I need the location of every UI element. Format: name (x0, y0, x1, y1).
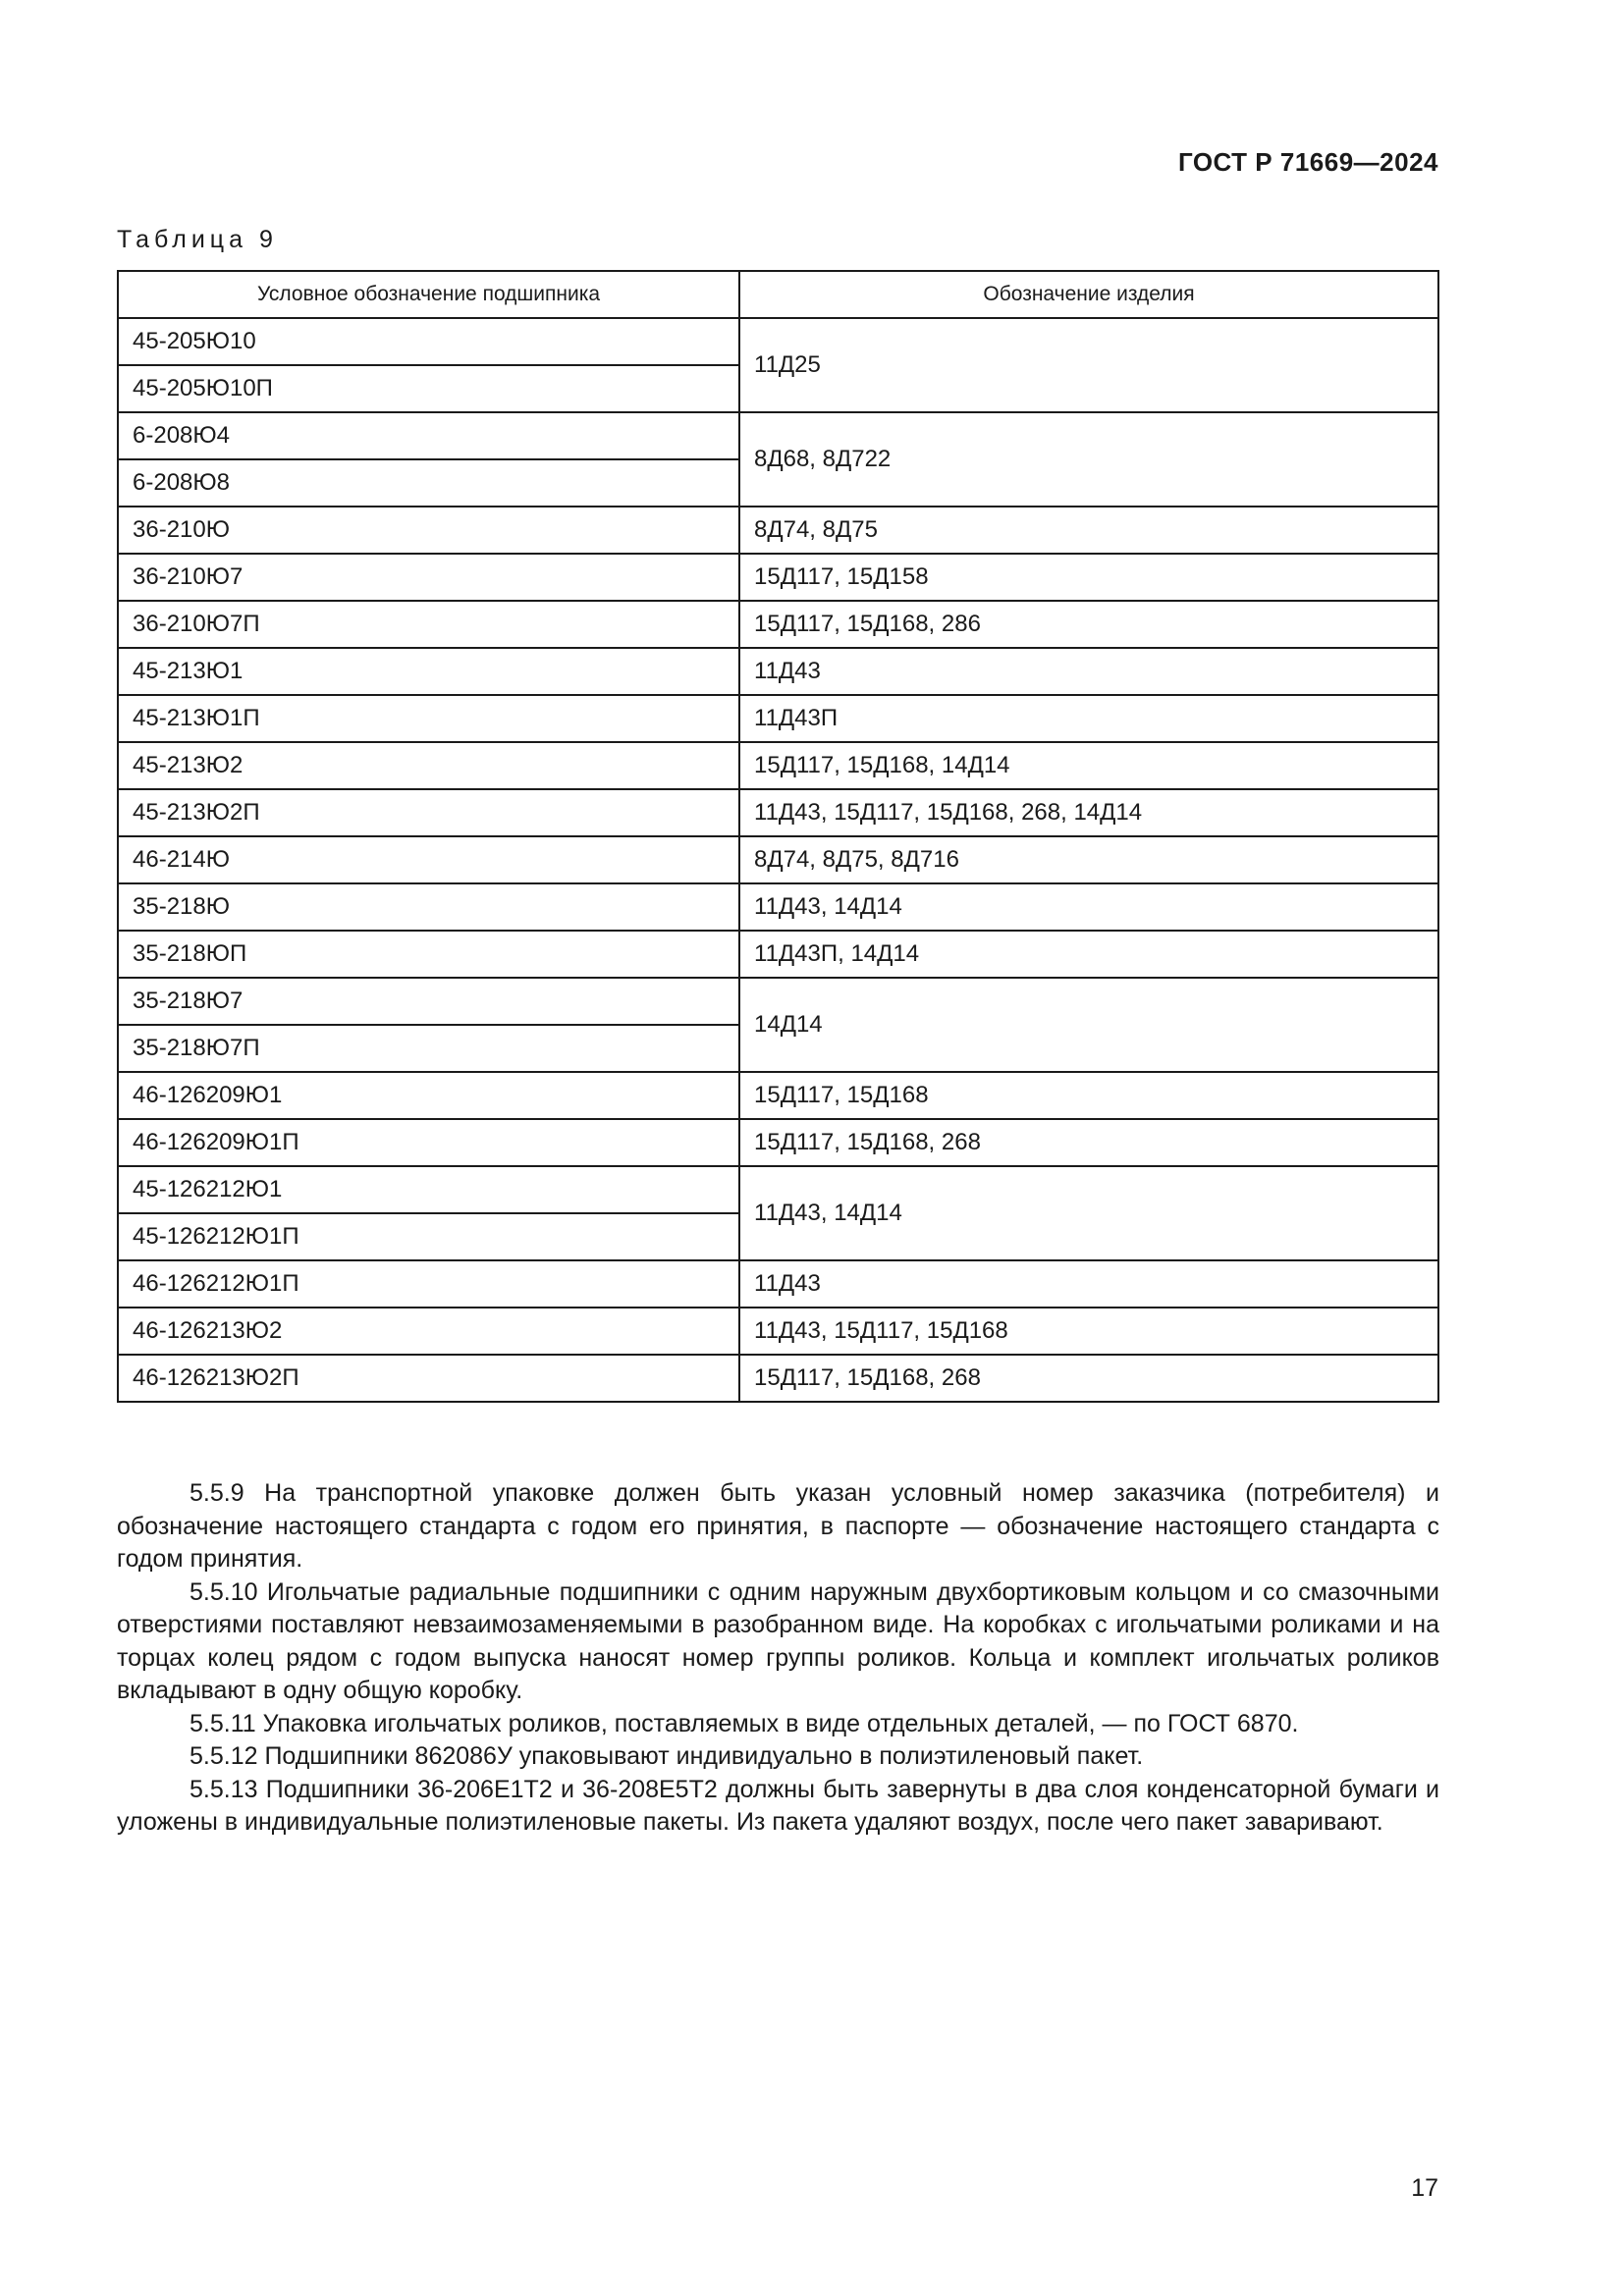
table-caption: Таблица 9 (117, 226, 278, 253)
product-designation-cell: 15Д117, 15Д168 (739, 1072, 1438, 1119)
product-designation-cell: 8Д74, 8Д75, 8Д716 (739, 836, 1438, 883)
product-designation-cell: 11Д43П (739, 695, 1438, 742)
product-designation-cell: 11Д43П, 14Д14 (739, 931, 1438, 978)
product-designation-cell: 15Д117, 15Д168, 268 (739, 1355, 1438, 1402)
table-row (118, 1119, 1438, 1166)
column-header-product: Обозначение изделия (739, 271, 1438, 318)
bearing-designation-cell: 45-205Ю10П (118, 365, 739, 412)
paragraph-5-5-10: 5.5.10 Игольчатые радиальные подшипники с одним наружным двухбортиковым кольцом и со смазочными отверстиями поставляют невзаимозаменяемыми в разобранном виде. На коробках с игольчатыми роликами и на торцах колец рядом с годом выпуска наносят номер группы роликов. Кольца и комплект игольчатых роликов вкладывают в одну общую коробку. (117, 1577, 1439, 1704)
paragraph-5-5-9: 5.5.9 На транспортной упаковке должен быть указан условный номер заказчика (потребителя) и обозначение настоящего стандарта с годом его принятия, в паспорте — обозначение настоящего стандарта с годом принятия. (117, 1479, 1439, 1573)
table-header-row (118, 271, 1438, 318)
body-text (117, 1477, 1439, 1840)
table-row (118, 789, 1438, 836)
table-row (118, 1072, 1438, 1119)
column-header-bearing: Условное обозначение подшипника (118, 271, 739, 318)
bearing-designation-cell: 45-213Ю2П (118, 789, 739, 836)
table-row (118, 412, 1438, 459)
product-designation-cell: 15Д117, 15Д158 (739, 554, 1438, 601)
bearing-designation-cell: 6-208Ю4 (118, 412, 739, 459)
table-row (118, 978, 1438, 1025)
product-designation-cell: 11Д43, 15Д117, 15Д168, 268, 14Д14 (739, 789, 1438, 836)
bearing-designation-cell: 35-218Ю (118, 883, 739, 931)
paragraph-5-5-11: 5.5.11 Упаковка игольчатых роликов, поставляемых в виде отдельных деталей, — по ГОСТ 6870. (189, 1709, 1299, 1737)
product-designation-cell: 11Д43, 15Д117, 15Д168 (739, 1308, 1438, 1355)
table-row (118, 554, 1438, 601)
table-row (118, 1166, 1438, 1213)
bearing-designation-cell: 45-213Ю1 (118, 648, 739, 695)
bearing-designation-cell: 46-126213Ю2П (118, 1355, 739, 1402)
bearing-designation-cell: 45-213Ю2 (118, 742, 739, 789)
product-designation-cell: 15Д117, 15Д168, 14Д14 (739, 742, 1438, 789)
bearing-designation-cell: 46-126212Ю1П (118, 1260, 739, 1308)
product-designation-cell: 15Д117, 15Д168, 286 (739, 601, 1438, 648)
bearing-designation-cell: 46-126213Ю2 (118, 1308, 739, 1355)
table-row (118, 1308, 1438, 1355)
table-row (118, 695, 1438, 742)
bearing-designation-cell: 6-208Ю8 (118, 459, 739, 507)
bearing-designation-cell: 45-205Ю10 (118, 318, 739, 365)
paragraph-5-5-12: 5.5.12 Подшипники 862086У упаковывают индивидуально в полиэтиленовый пакет. (189, 1742, 1144, 1770)
table-row (118, 883, 1438, 931)
bearing-designation-cell: 36-210Ю (118, 507, 739, 554)
table-row (118, 318, 1438, 365)
bearing-designation-cell: 35-218ЮП (118, 931, 739, 978)
bearing-designation-cell: 46-214Ю (118, 836, 739, 883)
bearing-designation-cell: 35-218Ю7П (118, 1025, 739, 1072)
table-row (118, 1355, 1438, 1402)
table-row (118, 836, 1438, 883)
bearing-designation-cell: 46-126209Ю1П (118, 1119, 739, 1166)
bearing-designation-cell: 45-213Ю1П (118, 695, 739, 742)
bearing-designation-cell: 46-126209Ю1 (118, 1072, 739, 1119)
bearing-designation-cell: 45-126212Ю1П (118, 1213, 739, 1260)
product-designation-cell: 11Д25 (739, 318, 1438, 412)
product-designation-cell: 8Д74, 8Д75 (739, 507, 1438, 554)
table-row (118, 648, 1438, 695)
table-row (118, 742, 1438, 789)
bearing-designation-table (117, 270, 1439, 1403)
product-designation-cell: 14Д14 (739, 978, 1438, 1072)
bearing-designation-cell: 45-126212Ю1 (118, 1166, 739, 1213)
product-designation-cell: 11Д43, 14Д14 (739, 1166, 1438, 1260)
bearing-designation-cell: 36-210Ю7 (118, 554, 739, 601)
product-designation-cell: 15Д117, 15Д168, 268 (739, 1119, 1438, 1166)
table-row (118, 931, 1438, 978)
product-designation-cell: 8Д68, 8Д722 (739, 412, 1438, 507)
bearing-designation-cell: 35-218Ю7 (118, 978, 739, 1025)
product-designation-cell: 11Д43 (739, 648, 1438, 695)
table-row (118, 601, 1438, 648)
table-row (118, 1260, 1438, 1308)
bearing-designation-cell: 36-210Ю7П (118, 601, 739, 648)
product-designation-cell: 11Д43 (739, 1260, 1438, 1308)
paragraph-5-5-13: 5.5.13 Подшипники 36-206Е1Т2 и 36-208Е5Т2 должны быть завернуты в два слоя конденсаторной бумаги и уложены в индивидуальные полиэтиленовые пакеты. Из пакета удаляют воздух, после чего пакет заваривают. (117, 1775, 1439, 1836)
product-designation-cell: 11Д43, 14Д14 (739, 883, 1438, 931)
standard-header: ГОСТ Р 71669—2024 (1177, 147, 1438, 177)
page-number: 17 (1411, 2174, 1438, 2202)
table-row (118, 507, 1438, 554)
table-body (118, 318, 1438, 1402)
